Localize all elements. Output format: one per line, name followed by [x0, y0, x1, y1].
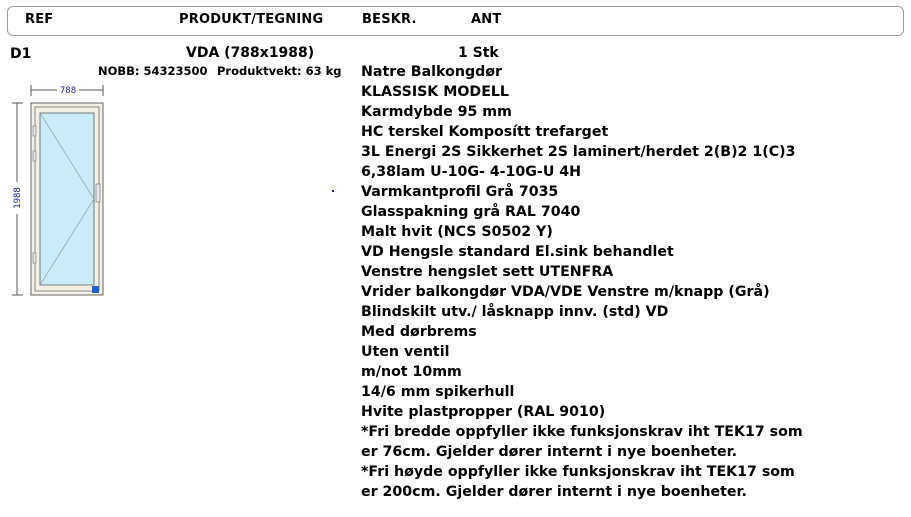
header-description: BESKR.: [362, 12, 417, 27]
description-line: Karmdybde 95 mm: [361, 104, 512, 120]
description-line: HC terskel Komposítt trefarget: [361, 124, 609, 140]
description-line: Glasspakning grå RAL 7040: [361, 204, 581, 220]
description-line: m/not 10mm: [361, 364, 462, 380]
door-drawing: [0, 0, 340, 310]
description-line: er 200cm. Gjelder dører internt i nye boenheter.: [361, 484, 747, 500]
description-line: Varmkantprofil Grå 7035: [361, 184, 559, 200]
description-line: 14/6 mm spikerhull: [361, 384, 515, 400]
description-line: *Fri høyde oppfyller ikke funksjonskrav iht TEK17 som: [361, 464, 795, 480]
description-line: Blindskilt utv./ låsknapp innv. (std) VD: [361, 304, 669, 320]
handle-marker-icon: [92, 286, 99, 293]
header-ref: REF: [25, 12, 54, 27]
item-nobb: NOBB: 54323500: [98, 64, 208, 78]
description-list: [361, 62, 803, 502]
description-line: er 76cm. Gjelder dører internt i nye boenheter.: [361, 444, 738, 460]
description-line: Hvite plastpropper (RAL 9010): [361, 404, 606, 420]
door-handle-icon: [96, 184, 100, 202]
description-line: VD Hengsle standard El.sink behandlet: [361, 244, 674, 260]
item-ref: D1: [10, 46, 32, 62]
description-line: 3L Energi 2S Sikkerhet 2S laminert/herdet 2(B)2 1(C)3: [361, 144, 796, 160]
width-label: 788: [59, 86, 77, 96]
description-line: Malt hvit (NCS S0502 Y): [361, 224, 553, 240]
description-line: Med dørbrems: [361, 324, 477, 340]
hinge-top-icon: [33, 126, 36, 136]
header-product: PRODUKT/TEGNING: [179, 12, 324, 27]
description-line: Vrider balkongdør VDA/VDE Venstre m/knapp (Grå): [361, 284, 770, 300]
description-line: 6,38lam U-10G- 4-10G-U 4H: [361, 164, 582, 180]
item-product: VDA (788x1988): [186, 45, 315, 61]
description-line: Uten ventil: [361, 344, 450, 360]
header-quantity: ANT: [471, 12, 502, 27]
item-quantity: 1 Stk: [458, 45, 499, 61]
stray-dot: [332, 190, 334, 192]
item-weight: Produktvekt: 63 kg: [217, 64, 342, 78]
description-line: Venstre hengslet sett UTENFRA: [361, 264, 614, 280]
hinge-bottom-icon: [33, 253, 36, 263]
hinge-middle-icon: [33, 151, 36, 161]
description-line: *Fri bredde oppfyller ikke funksjonskrav iht TEK17 som: [361, 424, 803, 440]
door-glass: [40, 113, 94, 285]
height-label: 1988: [13, 187, 23, 209]
description-line: Natre Balkongdør: [361, 64, 502, 80]
description-line: KLASSISK MODELL: [361, 84, 509, 100]
